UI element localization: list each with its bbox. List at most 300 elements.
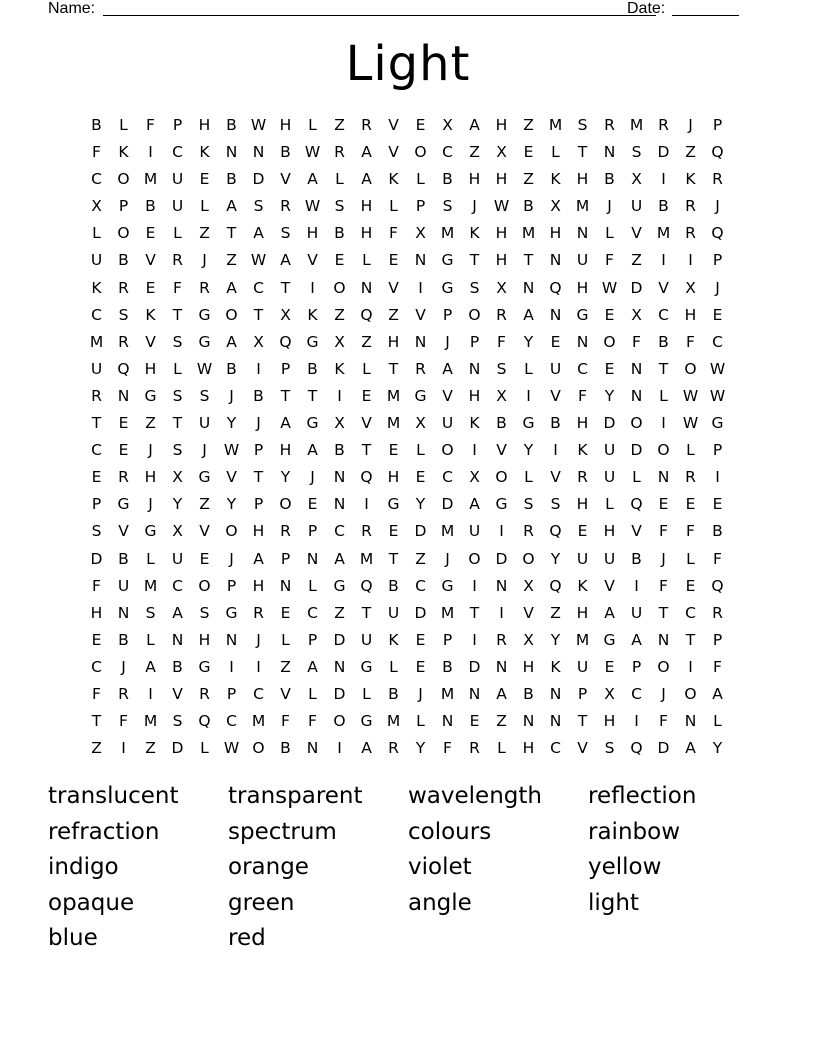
- grid-letter[interactable]: N: [522, 712, 535, 731]
- grid-letter[interactable]: X: [550, 197, 561, 216]
- grid-letter[interactable]: I: [499, 603, 504, 622]
- grid-letter[interactable]: L: [362, 251, 371, 270]
- grid-letter[interactable]: X: [172, 522, 183, 541]
- grid-letter[interactable]: L: [362, 684, 371, 703]
- grid-letter[interactable]: Y: [550, 630, 561, 649]
- grid-letter[interactable]: C: [550, 739, 561, 758]
- grid-letter[interactable]: N: [549, 305, 562, 324]
- grid-letter[interactable]: T: [226, 224, 237, 243]
- grid-letter[interactable]: U: [117, 576, 130, 595]
- grid-letter[interactable]: A: [280, 251, 291, 270]
- grid-letter[interactable]: R: [361, 522, 372, 541]
- grid-letter[interactable]: X: [334, 414, 345, 433]
- grid-letter[interactable]: I: [256, 657, 261, 676]
- grid-letter[interactable]: E: [523, 143, 534, 162]
- grid-letter[interactable]: V: [388, 143, 399, 162]
- grid-letter[interactable]: W: [250, 116, 267, 134]
- grid-letter[interactable]: N: [603, 143, 616, 162]
- grid-letter[interactable]: W: [493, 197, 510, 216]
- grid-letter[interactable]: X: [685, 278, 696, 297]
- grid-letter[interactable]: K: [388, 630, 399, 649]
- grid-letter[interactable]: P: [712, 116, 723, 134]
- grid-letter[interactable]: B: [145, 197, 156, 216]
- grid-letter[interactable]: A: [469, 116, 480, 134]
- grid-letter[interactable]: S: [631, 143, 642, 162]
- grid-letter[interactable]: X: [91, 197, 102, 216]
- grid-letter[interactable]: L: [632, 468, 641, 487]
- grid-letter[interactable]: H: [576, 170, 589, 189]
- grid-letter[interactable]: N: [414, 332, 427, 351]
- grid-letter[interactable]: J: [607, 197, 612, 216]
- grid-letter[interactable]: Y: [604, 386, 615, 405]
- grid-letter[interactable]: J: [229, 549, 234, 568]
- grid-letter[interactable]: U: [360, 630, 373, 649]
- grid-letter[interactable]: A: [523, 305, 534, 324]
- grid-letter[interactable]: N: [549, 712, 562, 731]
- grid-letter[interactable]: F: [578, 386, 587, 405]
- grid-letter[interactable]: E: [604, 657, 615, 676]
- grid-letter[interactable]: T: [172, 305, 183, 324]
- grid-letter[interactable]: H: [387, 332, 400, 351]
- grid-letter[interactable]: V: [145, 251, 156, 270]
- grid-letter[interactable]: L: [173, 359, 182, 378]
- grid-letter[interactable]: R: [118, 278, 129, 297]
- grid-letter[interactable]: S: [172, 712, 183, 731]
- grid-letter[interactable]: J: [688, 116, 693, 134]
- grid-letter[interactable]: H: [549, 224, 562, 243]
- grid-letter[interactable]: O: [657, 657, 670, 676]
- grid-letter[interactable]: Z: [199, 224, 210, 243]
- grid-letter[interactable]: C: [631, 684, 642, 703]
- grid-letter[interactable]: J: [256, 414, 261, 433]
- grid-letter[interactable]: E: [712, 305, 723, 324]
- grid-letter[interactable]: S: [523, 495, 534, 514]
- grid-letter[interactable]: L: [389, 657, 398, 676]
- grid-letter[interactable]: A: [226, 197, 237, 216]
- grid-letter[interactable]: L: [659, 386, 668, 405]
- grid-letter[interactable]: X: [172, 468, 183, 487]
- grid-letter[interactable]: J: [472, 197, 477, 216]
- grid-letter[interactable]: U: [576, 251, 589, 270]
- grid-letter[interactable]: A: [685, 739, 696, 758]
- grid-letter[interactable]: O: [495, 468, 508, 487]
- grid-letter[interactable]: N: [225, 143, 238, 162]
- grid-letter[interactable]: L: [524, 359, 533, 378]
- grid-letter[interactable]: I: [472, 630, 477, 649]
- grid-letter[interactable]: G: [225, 603, 238, 622]
- grid-letter[interactable]: B: [334, 224, 345, 243]
- grid-letter[interactable]: Z: [631, 251, 642, 270]
- grid-letter[interactable]: G: [360, 657, 373, 676]
- grid-letter[interactable]: E: [307, 495, 318, 514]
- grid-letter[interactable]: B: [388, 576, 399, 595]
- grid-letter[interactable]: F: [686, 522, 695, 541]
- grid-letter[interactable]: G: [522, 414, 535, 433]
- grid-letter[interactable]: W: [223, 441, 240, 460]
- grid-letter[interactable]: I: [121, 739, 126, 758]
- grid-letter[interactable]: W: [682, 414, 699, 433]
- grid-letter[interactable]: L: [200, 197, 209, 216]
- grid-letter[interactable]: E: [550, 332, 561, 351]
- grid-letter[interactable]: D: [171, 739, 184, 758]
- grid-letter[interactable]: T: [361, 441, 372, 460]
- grid-letter[interactable]: V: [442, 386, 453, 405]
- grid-letter[interactable]: A: [442, 359, 453, 378]
- grid-letter[interactable]: I: [337, 386, 342, 405]
- grid-letter[interactable]: U: [576, 657, 589, 676]
- grid-letter[interactable]: N: [630, 359, 643, 378]
- grid-letter[interactable]: W: [223, 739, 240, 758]
- grid-letter[interactable]: O: [225, 522, 238, 541]
- grid-letter[interactable]: B: [496, 414, 507, 433]
- grid-letter[interactable]: R: [712, 170, 723, 189]
- grid-letter[interactable]: B: [253, 386, 264, 405]
- grid-letter[interactable]: B: [226, 359, 237, 378]
- grid-letter[interactable]: G: [144, 386, 157, 405]
- grid-letter[interactable]: G: [198, 305, 211, 324]
- grid-letter[interactable]: R: [496, 630, 507, 649]
- grid-letter[interactable]: F: [659, 712, 668, 731]
- grid-letter[interactable]: O: [333, 278, 346, 297]
- grid-letter[interactable]: H: [387, 468, 400, 487]
- grid-letter[interactable]: G: [198, 468, 211, 487]
- grid-letter[interactable]: W: [601, 278, 618, 297]
- grid-letter[interactable]: H: [576, 603, 589, 622]
- grid-letter[interactable]: H: [360, 197, 373, 216]
- grid-letter[interactable]: A: [172, 603, 183, 622]
- grid-letter[interactable]: C: [91, 441, 102, 460]
- grid-letter[interactable]: J: [202, 251, 207, 270]
- grid-letter[interactable]: L: [686, 549, 695, 568]
- grid-letter[interactable]: L: [416, 441, 425, 460]
- grid-letter[interactable]: M: [440, 224, 455, 243]
- grid-letter[interactable]: C: [253, 278, 264, 297]
- grid-letter[interactable]: Z: [361, 332, 372, 351]
- grid-letter[interactable]: I: [661, 414, 666, 433]
- grid-letter[interactable]: M: [656, 224, 671, 243]
- grid-letter[interactable]: G: [441, 278, 454, 297]
- grid-letter[interactable]: Z: [388, 305, 399, 324]
- grid-letter[interactable]: N: [576, 224, 589, 243]
- grid-letter[interactable]: X: [496, 278, 507, 297]
- grid-letter[interactable]: R: [361, 116, 372, 134]
- grid-letter[interactable]: K: [577, 441, 588, 460]
- grid-letter[interactable]: Z: [334, 603, 345, 622]
- grid-letter[interactable]: P: [253, 495, 264, 514]
- grid-letter[interactable]: K: [145, 305, 156, 324]
- grid-letter[interactable]: T: [658, 603, 669, 622]
- grid-letter[interactable]: H: [684, 305, 697, 324]
- grid-letter[interactable]: A: [226, 332, 237, 351]
- grid-letter[interactable]: T: [577, 712, 588, 731]
- grid-letter[interactable]: V: [577, 739, 588, 758]
- grid-letter[interactable]: J: [202, 441, 207, 460]
- grid-letter[interactable]: A: [307, 170, 318, 189]
- grid-letter[interactable]: U: [630, 603, 643, 622]
- grid-letter[interactable]: L: [146, 630, 155, 649]
- grid-letter[interactable]: Q: [711, 224, 724, 243]
- grid-letter[interactable]: E: [712, 495, 723, 514]
- grid-letter[interactable]: S: [199, 386, 210, 405]
- grid-letter[interactable]: V: [280, 684, 291, 703]
- grid-letter[interactable]: A: [361, 143, 372, 162]
- grid-letter[interactable]: Y: [172, 495, 183, 514]
- grid-letter[interactable]: H: [495, 116, 508, 134]
- grid-letter[interactable]: O: [414, 143, 427, 162]
- grid-letter[interactable]: T: [523, 251, 534, 270]
- grid-letter[interactable]: Y: [280, 468, 291, 487]
- grid-letter[interactable]: Q: [549, 576, 562, 595]
- grid-letter[interactable]: R: [280, 522, 291, 541]
- grid-letter[interactable]: U: [576, 549, 589, 568]
- grid-letter[interactable]: F: [605, 251, 614, 270]
- grid-letter[interactable]: P: [469, 332, 480, 351]
- grid-letter[interactable]: T: [91, 414, 102, 433]
- grid-letter[interactable]: F: [659, 576, 668, 595]
- grid-letter[interactable]: O: [252, 739, 265, 758]
- grid-letter[interactable]: J: [661, 684, 666, 703]
- grid-letter[interactable]: R: [280, 197, 291, 216]
- grid-letter[interactable]: C: [91, 170, 102, 189]
- grid-letter[interactable]: M: [143, 712, 158, 731]
- grid-letter[interactable]: H: [90, 603, 103, 622]
- grid-letter[interactable]: F: [443, 739, 452, 758]
- grid-letter[interactable]: H: [279, 116, 292, 134]
- grid-letter[interactable]: C: [577, 359, 588, 378]
- grid-letter[interactable]: Y: [226, 495, 237, 514]
- grid-letter[interactable]: B: [118, 630, 129, 649]
- grid-letter[interactable]: H: [252, 576, 265, 595]
- grid-letter[interactable]: K: [469, 414, 480, 433]
- grid-letter[interactable]: X: [334, 332, 345, 351]
- grid-letter[interactable]: C: [226, 712, 237, 731]
- grid-letter[interactable]: V: [199, 522, 210, 541]
- grid-letter[interactable]: X: [253, 332, 264, 351]
- grid-letter[interactable]: L: [92, 224, 101, 243]
- grid-letter[interactable]: W: [709, 386, 726, 405]
- grid-letter[interactable]: B: [523, 684, 534, 703]
- grid-letter[interactable]: C: [712, 332, 723, 351]
- grid-letter[interactable]: R: [712, 603, 723, 622]
- grid-letter[interactable]: N: [441, 712, 454, 731]
- grid-letter[interactable]: N: [360, 278, 373, 297]
- grid-letter[interactable]: U: [603, 549, 616, 568]
- grid-letter[interactable]: M: [440, 684, 455, 703]
- grid-letter[interactable]: I: [499, 522, 504, 541]
- grid-letter[interactable]: E: [604, 359, 615, 378]
- grid-letter[interactable]: O: [630, 414, 643, 433]
- grid-letter[interactable]: B: [388, 684, 399, 703]
- grid-letter[interactable]: L: [524, 468, 533, 487]
- grid-letter[interactable]: L: [146, 549, 155, 568]
- grid-letter[interactable]: E: [91, 630, 102, 649]
- grid-letter[interactable]: R: [118, 468, 129, 487]
- grid-letter[interactable]: A: [712, 684, 723, 703]
- grid-letter[interactable]: F: [308, 712, 317, 731]
- grid-letter[interactable]: L: [389, 197, 398, 216]
- grid-letter[interactable]: Z: [496, 712, 507, 731]
- grid-letter[interactable]: C: [658, 305, 669, 324]
- grid-letter[interactable]: U: [549, 359, 562, 378]
- grid-letter[interactable]: H: [306, 224, 319, 243]
- grid-letter[interactable]: C: [307, 603, 318, 622]
- grid-letter[interactable]: P: [631, 657, 642, 676]
- grid-letter[interactable]: M: [386, 414, 401, 433]
- grid-letter[interactable]: N: [549, 684, 562, 703]
- grid-letter[interactable]: L: [119, 116, 128, 134]
- grid-letter[interactable]: N: [117, 603, 130, 622]
- grid-letter[interactable]: N: [171, 630, 184, 649]
- grid-letter[interactable]: Z: [415, 549, 426, 568]
- grid-letter[interactable]: S: [550, 495, 561, 514]
- grid-letter[interactable]: N: [468, 684, 481, 703]
- grid-letter[interactable]: B: [631, 549, 642, 568]
- grid-letter[interactable]: E: [685, 495, 696, 514]
- grid-letter[interactable]: M: [359, 549, 374, 568]
- grid-letter[interactable]: Y: [523, 332, 534, 351]
- grid-letter[interactable]: Z: [523, 170, 534, 189]
- grid-letter[interactable]: U: [171, 170, 184, 189]
- grid-letter[interactable]: I: [256, 359, 261, 378]
- grid-letter[interactable]: A: [361, 739, 372, 758]
- grid-letter[interactable]: N: [468, 359, 481, 378]
- grid-letter[interactable]: E: [415, 630, 426, 649]
- grid-letter[interactable]: Q: [549, 278, 562, 297]
- grid-letter[interactable]: T: [577, 143, 588, 162]
- grid-letter[interactable]: N: [252, 143, 265, 162]
- grid-letter[interactable]: E: [91, 468, 102, 487]
- grid-letter[interactable]: B: [226, 116, 237, 134]
- grid-letter[interactable]: Q: [360, 468, 373, 487]
- grid-letter[interactable]: X: [496, 143, 507, 162]
- grid-letter[interactable]: G: [198, 657, 211, 676]
- grid-letter[interactable]: F: [389, 224, 398, 243]
- grid-letter[interactable]: J: [229, 386, 234, 405]
- grid-letter[interactable]: K: [199, 143, 210, 162]
- grid-letter[interactable]: S: [91, 522, 102, 541]
- grid-letter[interactable]: C: [172, 576, 183, 595]
- grid-letter[interactable]: O: [225, 305, 238, 324]
- grid-letter[interactable]: T: [307, 386, 318, 405]
- grid-letter[interactable]: O: [603, 332, 616, 351]
- grid-letter[interactable]: S: [280, 224, 291, 243]
- grid-letter[interactable]: G: [144, 522, 157, 541]
- grid-letter[interactable]: Z: [334, 116, 345, 134]
- grid-letter[interactable]: L: [416, 170, 425, 189]
- grid-letter[interactable]: R: [91, 386, 102, 405]
- grid-letter[interactable]: T: [361, 603, 372, 622]
- grid-letter[interactable]: N: [684, 712, 697, 731]
- date-blank-line[interactable]: [672, 15, 739, 16]
- grid-letter[interactable]: S: [577, 116, 588, 134]
- grid-letter[interactable]: P: [280, 549, 291, 568]
- grid-letter[interactable]: H: [468, 386, 481, 405]
- grid-letter[interactable]: E: [415, 657, 426, 676]
- grid-letter[interactable]: Y: [415, 739, 426, 758]
- grid-letter[interactable]: B: [442, 170, 453, 189]
- grid-letter[interactable]: Z: [91, 739, 102, 758]
- grid-letter[interactable]: N: [657, 630, 670, 649]
- grid-letter[interactable]: Z: [145, 414, 156, 433]
- grid-letter[interactable]: L: [173, 224, 182, 243]
- grid-letter[interactable]: I: [688, 251, 693, 270]
- grid-letter[interactable]: X: [523, 630, 534, 649]
- grid-letter[interactable]: K: [118, 143, 129, 162]
- grid-letter[interactable]: E: [388, 441, 399, 460]
- grid-letter[interactable]: D: [630, 278, 643, 297]
- grid-letter[interactable]: O: [522, 549, 535, 568]
- grid-letter[interactable]: F: [497, 332, 506, 351]
- grid-letter[interactable]: X: [604, 684, 615, 703]
- grid-letter[interactable]: G: [387, 495, 400, 514]
- grid-letter[interactable]: S: [334, 197, 345, 216]
- grid-letter[interactable]: B: [604, 170, 615, 189]
- grid-letter[interactable]: L: [362, 359, 371, 378]
- grid-letter[interactable]: T: [280, 386, 291, 405]
- grid-letter[interactable]: L: [686, 441, 695, 460]
- grid-letter[interactable]: W: [304, 197, 321, 216]
- grid-letter[interactable]: K: [91, 278, 102, 297]
- grid-letter[interactable]: P: [226, 576, 237, 595]
- grid-letter[interactable]: E: [118, 414, 129, 433]
- grid-letter[interactable]: C: [91, 657, 102, 676]
- grid-letter[interactable]: I: [229, 657, 234, 676]
- grid-letter[interactable]: C: [91, 305, 102, 324]
- grid-letter[interactable]: J: [256, 630, 261, 649]
- grid-letter[interactable]: Z: [685, 143, 696, 162]
- grid-letter[interactable]: R: [469, 739, 480, 758]
- grid-letter[interactable]: Z: [469, 143, 480, 162]
- grid-letter[interactable]: N: [333, 495, 346, 514]
- grid-letter[interactable]: L: [497, 739, 506, 758]
- grid-letter[interactable]: J: [148, 495, 153, 514]
- grid-letter[interactable]: P: [280, 359, 291, 378]
- grid-letter[interactable]: R: [577, 468, 588, 487]
- grid-letter[interactable]: K: [550, 170, 561, 189]
- grid-letter[interactable]: R: [685, 197, 696, 216]
- grid-letter[interactable]: M: [143, 576, 158, 595]
- grid-letter[interactable]: V: [658, 278, 669, 297]
- grid-letter[interactable]: I: [688, 657, 693, 676]
- grid-letter[interactable]: P: [226, 684, 237, 703]
- grid-letter[interactable]: S: [199, 603, 210, 622]
- grid-letter[interactable]: A: [496, 684, 507, 703]
- grid-letter[interactable]: E: [388, 251, 399, 270]
- grid-letter[interactable]: S: [496, 359, 507, 378]
- grid-letter[interactable]: T: [253, 305, 264, 324]
- grid-letter[interactable]: Z: [145, 739, 156, 758]
- grid-letter[interactable]: E: [118, 441, 129, 460]
- grid-letter[interactable]: B: [658, 197, 669, 216]
- grid-letter[interactable]: Q: [630, 495, 643, 514]
- grid-letter[interactable]: H: [144, 468, 157, 487]
- grid-letter[interactable]: F: [713, 657, 722, 676]
- grid-letter[interactable]: I: [148, 684, 153, 703]
- grid-letter[interactable]: J: [121, 657, 126, 676]
- grid-letter[interactable]: G: [441, 576, 454, 595]
- grid-letter[interactable]: N: [117, 386, 130, 405]
- grid-letter[interactable]: G: [306, 414, 319, 433]
- grid-letter[interactable]: F: [92, 684, 101, 703]
- grid-letter[interactable]: H: [495, 224, 508, 243]
- grid-letter[interactable]: D: [630, 441, 643, 460]
- grid-letter[interactable]: M: [386, 712, 401, 731]
- grid-letter[interactable]: L: [713, 712, 722, 731]
- grid-letter[interactable]: N: [279, 576, 292, 595]
- grid-letter[interactable]: G: [360, 712, 373, 731]
- grid-letter[interactable]: O: [333, 712, 346, 731]
- grid-letter[interactable]: I: [418, 278, 423, 297]
